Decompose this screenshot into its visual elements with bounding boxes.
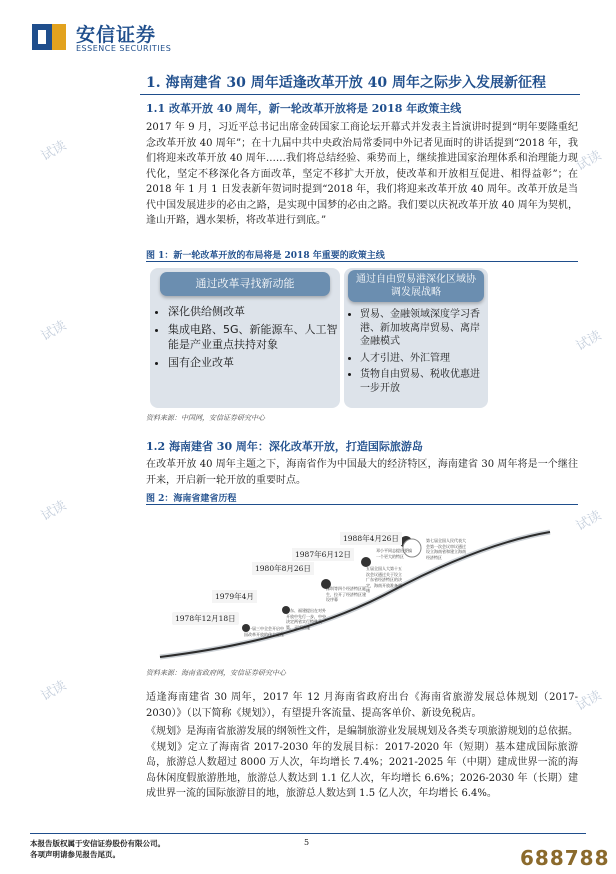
left-panel-header: 通过改革寻找新动能 [160,272,330,296]
left-panel-item: • 国有企业改革 [168,355,340,370]
footer-disclaimer: 各项声明请参见报告尾页。 [30,850,120,859]
right-panel-item: • 货物自由贸易、税收优惠进一步开放 [360,368,484,395]
milestone-note: 第七届全国人民代表大会第一次会议审议通过设立海南省和建立海南经济特区 [426,538,466,560]
milestone-date: 1979年4月 [212,590,257,603]
right-panel-header: 通过自由贸易港深化区域协调发展战略 [348,270,484,302]
watermark: 试读 [573,148,605,175]
left-panel-item: • 集成电路、5G、新能源车、人工智能是产业重点扶持对象 [168,322,340,352]
watermark: 试读 [38,318,70,345]
watermark: 试读 [573,508,605,535]
milestone-note: 邓小平同志提出要搞一个更大的特区 [376,548,412,559]
footer-rule [30,833,586,834]
plan-paragraph-2: 《规划》是海南省旅游发展的纲领性文件，是编制旅游业发展规划及各类专项旅游规划的总依据。《规划》定立了海南省 2017-2030 年的发展目标：2017-2020 年（短期）基本建成国际旅游岛，旅游总人数超过 8000 万人次，年均增长 7.4%；2021-2025 年（中期）建成世界一流的海岛休闲度假旅游胜地，旅游总人数达到 1.1 亿人次，年均增长 6.6%；2026-2030 年（长期）建成世界一流的国际旅游目的地，旅游总人数达到 1.5 亿人次，年均增长 6.4%。 [146,726,578,799]
section-title: 1. 海南建省 30 周年适逢改革开放 40 周年之际步入发展新征程 [146,75,546,91]
figure-2-source: 资料来源：海南省政府网，安信证券研究中心 [146,669,286,677]
logo-text-en: ESSENCE SECURITIES [76,44,172,53]
watermark: 试读 [573,328,605,355]
watermark: 试读 [38,498,70,525]
milestone-date: 1978年12月18日 [172,612,239,625]
milestone-date: 1980年8月26日 [252,562,314,575]
watermark: 试读 [38,678,70,705]
logo-mark [30,20,70,54]
title-divider [140,94,580,95]
watermark: 试读 [573,688,605,715]
milestone-note: 深圳等四个经济特区诞生，拉开了经济特区建设序幕 [326,586,366,602]
brand-watermark: 688788 [520,846,610,870]
milestone-note: 十一届三中全会开启中国改革开放的伟大征程 [244,626,284,637]
intro-paragraph: 2017 年 9 月，习近平总书记出席金砖国家工商论坛开幕式并发表主旨演讲时提到“明年要隆重纪念改革开放 40 周年”；在十九届中共中央政治局常委同中外记者见面时的讲话提到“2018 年，我们将迎来改革开放 40 周年……我们将总结经验、乘势而上，继续推进国家治理体系和治理能力现代化，坚定不移深化各方面改革，坚定不移扩大开放，使改革和开放相互促进、相得益彰”；在 2018 年 1 月 1 日发表新年贺词时提到“2018 年，我们将迎来改革开放 40 周年。改革开放是当代中国发展进步的必由之路，是实现中国梦的必由之路。我们要以庆祝改革开放 40 周年为契机，逢山开路，遇水架桥，将改革进行到底。” [146,122,578,226]
left-panel-list [150,304,340,370]
figure-1-source: 资料来源：中国网，安信证券研究中心 [146,414,265,422]
figure-1-rule [146,261,578,262]
right-panel-item: • 人才引进、外汇管理 [360,352,484,366]
right-panel-item: • 贸易、金融领域深度学习香港、新加坡离岸贸易、离岸金融模式 [360,308,484,349]
figure-2-caption: 图 2：海南省建省历程 [146,494,237,504]
watermark: 试读 [38,138,70,165]
plan-paragraph-1: 适逢海南建省 30 周年，2017 年 12 月海南省政府出台《海南省旅游发展总体规划（2017-2030）》（以下简称《规划》），有望提升客流量、提高客单价、新设免税店。 [146,692,578,719]
page-number: 5 [304,838,310,847]
milestone-note: 广东、福建提出在对外开放中先行一步，中央决定两省实行特殊政策、灵活措施 [286,608,326,630]
figure-2-rule [146,504,578,505]
footer-copyright: 本报告版权属于安信证券股份有限公司。 [30,839,165,848]
section-1-2-paragraph: 在改革开放 40 周年主题之下，海南省作为中国最大的经济特区，海南建省 30 周年将是一个继往开来，开启新一轮开放的重要时点。 [146,459,578,486]
timeline-figure [150,512,580,662]
right-panel [344,268,488,408]
milestone-note: 五届全国人大第十五次会议通过关于设立广东省经济特区的决定，海南开放准备就绪 [366,566,402,593]
milestone-date: 1988年4月26日 [340,532,402,545]
left-panel-item: • 深化供给侧改革 [168,304,340,319]
subsection-title-1-2: 1.2 海南建省 30 周年：深化改革开放，打造国际旅游岛 [146,440,423,453]
milestone-date: 1987年6月12日 [292,548,354,561]
figure-1-caption: 图 1：新一轮改革开放的布局将是 2018 年重要的政策主线 [146,251,385,261]
right-panel-list [344,308,488,395]
subsection-title-1-1: 1.1 改革开放 40 周年，新一轮改革开放将是 2018 年政策主线 [146,102,462,115]
left-panel [150,268,340,408]
logo-text-cn: 安信证券 [76,24,157,46]
